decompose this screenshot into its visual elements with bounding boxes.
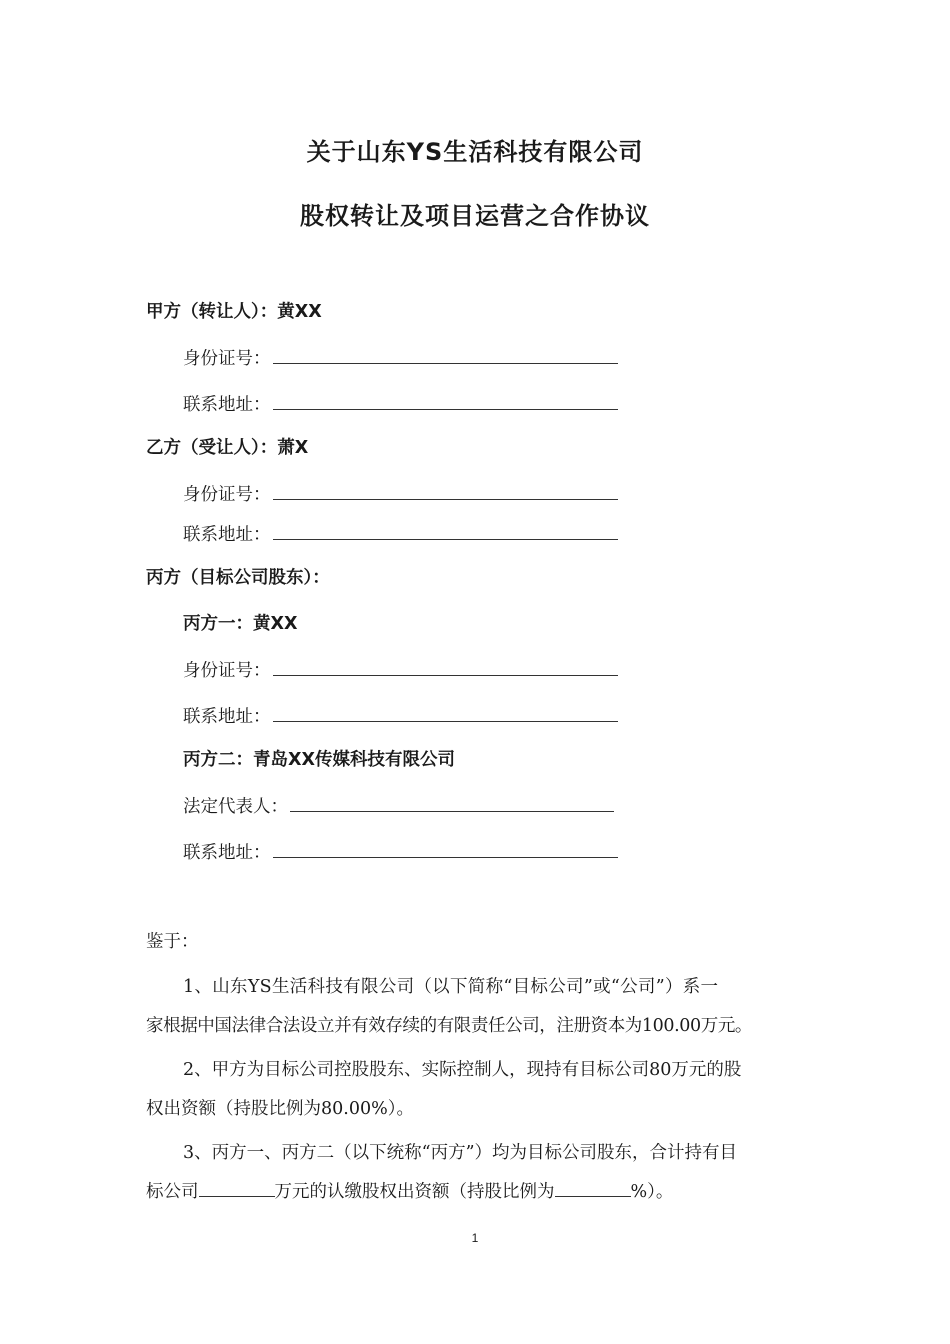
address-label: 联系地址： [183,525,271,545]
party-c2-address-row [183,839,618,865]
recital-2-line-1: 2、甲方为目标公司控股股东、实际控制人，现持有目标公司80万元的股 [183,1060,742,1080]
party-c2-heading: 丙方二：青岛XX传媒科技有限公司 [183,750,455,770]
id-label: 身份证号： [183,349,271,369]
recital-3-text-b: 万元的认缴股权出资额（持股比例为 [274,1182,555,1202]
id-blank[interactable] [273,345,618,364]
party-b-heading: 乙方（受让人）：萧X [146,438,309,458]
party-c1-id-row [183,657,618,683]
id-blank[interactable] [273,481,618,500]
capital-amount-blank[interactable] [199,1180,275,1197]
share-ratio-blank[interactable] [555,1180,631,1197]
party-b-id-row [183,481,618,507]
id-blank[interactable] [273,657,618,676]
address-blank[interactable] [273,521,618,540]
recital-3-text-a: 标公司 [146,1182,199,1202]
page-number: 1 [471,1231,479,1245]
party-b-address-row [183,521,618,547]
recital-3-text-c: %）。 [630,1182,674,1202]
id-label: 身份证号： [183,661,271,681]
recitals-intro: 鉴于： [146,932,199,952]
title-line-2: 股权转让及项目运营之合作协议 [300,202,650,230]
address-label: 联系地址： [183,395,271,415]
recital-1-line-2: 家根据中国法律合法设立并有效存续的有限责任公司，注册资本为100.00万元。 [146,1016,753,1036]
rep-blank[interactable] [290,793,614,812]
address-blank[interactable] [273,839,618,858]
address-blank[interactable] [273,391,618,410]
party-c-heading: 丙方（目标公司股东）： [146,568,330,588]
party-c2-rep-row [183,793,614,819]
recital-2-line-2: 权出资额（持股比例为80.00%）。 [146,1099,414,1119]
party-a-address-row [183,391,618,417]
rep-label: 法定代表人： [183,797,288,817]
party-a-heading: 甲方（转让人）：黄XX [146,302,322,322]
party-c1-heading: 丙方一：黄XX [183,614,298,634]
recital-1-line-1: 1、山东YS生活科技有限公司（以下简称“目标公司”或“公司”）系一 [183,977,719,997]
address-label: 联系地址： [183,707,271,727]
address-blank[interactable] [273,703,618,722]
recital-3-line-1: 3、丙方一、丙方二（以下统称“丙方”）均为目标公司股东，合计持有目 [183,1143,738,1163]
title-line-1: 关于山东YS生活科技有限公司 [306,138,644,166]
address-label: 联系地址： [183,843,271,863]
party-a-id-row [183,345,618,371]
party-c1-address-row [183,703,618,729]
recital-3-line-2 [146,1180,673,1204]
id-label: 身份证号： [183,485,271,505]
